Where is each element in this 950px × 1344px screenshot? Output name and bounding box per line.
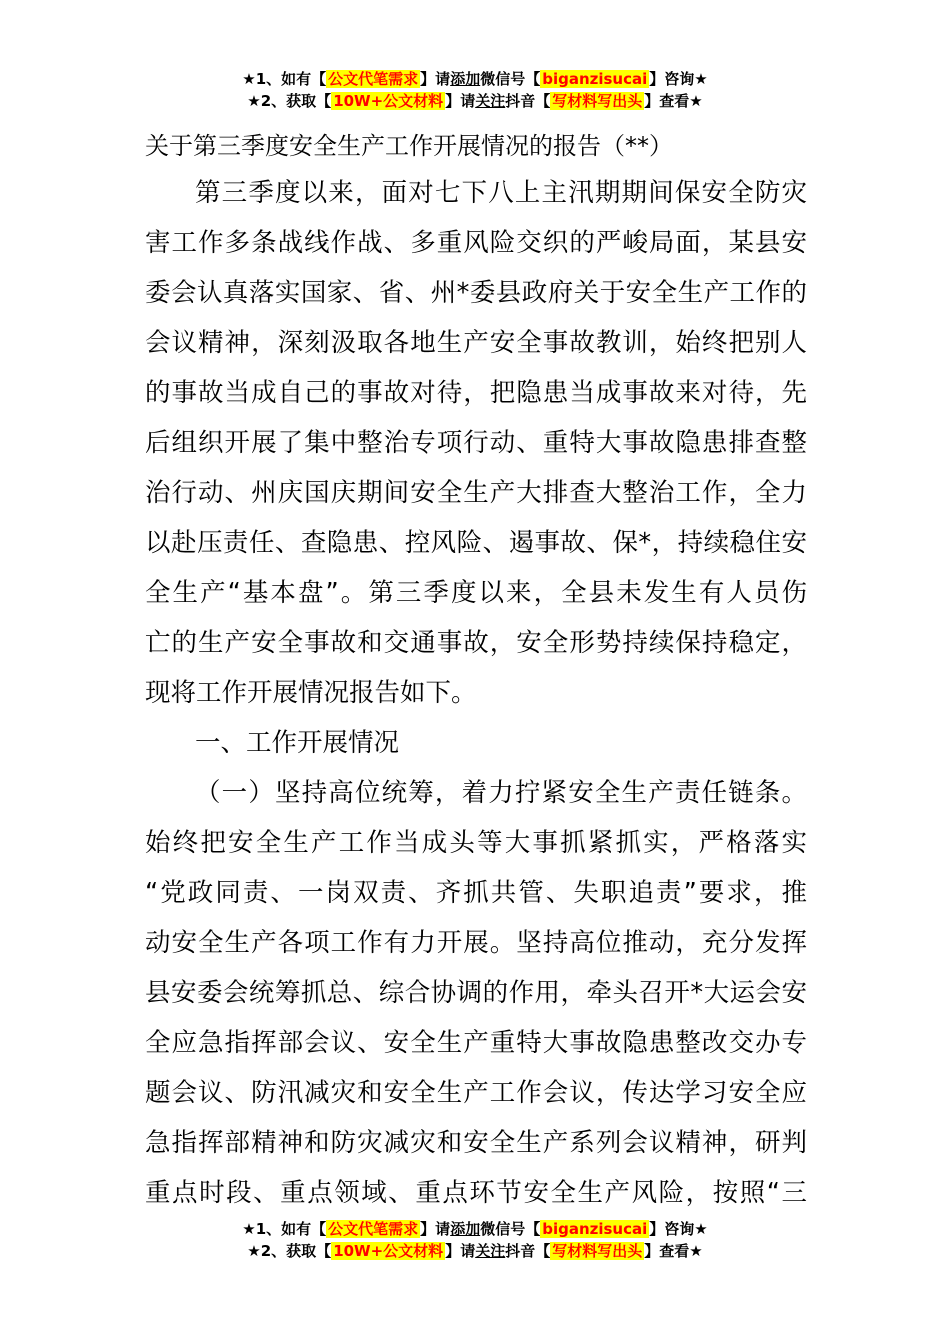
promo-line-2 bbox=[0, 1240, 950, 1262]
body-line: 县安委会统筹抓总、综合协调的作用，牵头召开*大运会安 bbox=[145, 978, 807, 1008]
body-line: 现将工作开展情况报告如下。 bbox=[145, 678, 477, 708]
body-line: 题会议、防汛减灾和安全生产工作会议，传达学习安全应 bbox=[145, 1078, 807, 1108]
promo-highlight: 10W+公文材料 bbox=[333, 1242, 444, 1260]
body-line: 重点时段、重点领域、重点环节安全生产风险，按照“三 bbox=[145, 1178, 807, 1208]
section-heading: 一、工作开展情况 bbox=[195, 728, 400, 758]
promo-highlight: 写材料写出头 bbox=[552, 1242, 643, 1260]
body-line: 以赴压责任、查隐患、控风险、遏事故、保*，持续稳住安 bbox=[145, 528, 807, 558]
document-title: 关于第三季度安全生产工作开展情况的报告（**） bbox=[145, 132, 673, 160]
promo-highlight: 写材料写出头 bbox=[552, 92, 643, 110]
body-line: “党政同责、一岗双责、齐抓共管、失职追责”要求，推 bbox=[145, 878, 807, 908]
promo-highlight: 10W+公文材料 bbox=[333, 92, 444, 110]
promo-text: ★1、如有【 bbox=[242, 1220, 327, 1238]
promo-text: 】咨询★ bbox=[649, 70, 708, 88]
body-line: 全生产“基本盘”。第三季度以来，全县未发生有人员伤 bbox=[145, 578, 807, 608]
body-line: 治行动、州庆国庆期间安全生产大排查大整治工作，全力 bbox=[145, 478, 807, 508]
promo-text: 】请 bbox=[420, 70, 451, 88]
promo-text: 抖音【 bbox=[505, 1242, 551, 1260]
promo-banner-bottom bbox=[0, 1218, 950, 1262]
promo-highlight: biganzisucai bbox=[542, 1220, 648, 1238]
promo-text: 微信号【 bbox=[480, 70, 541, 88]
body-line: 动安全生产各项工作有力开展。坚持高位推动，充分发挥 bbox=[145, 928, 807, 958]
promo-underline: 关注 bbox=[475, 92, 506, 110]
body-line: 会议精神，深刻汲取各地生产安全事故教训，始终把别人 bbox=[145, 328, 807, 358]
promo-text: ★2、获取【 bbox=[247, 92, 332, 110]
promo-text: 】请 bbox=[420, 1220, 451, 1238]
subsection-heading: （一）坚持高位统筹，着力拧紧安全生产责任链条。 bbox=[195, 778, 807, 808]
body-line: 害工作多条战线作战、多重风险交织的严峻局面，某县安 bbox=[145, 228, 807, 258]
promo-underline: 添加 bbox=[450, 70, 481, 88]
promo-text: 抖音【 bbox=[505, 92, 551, 110]
promo-text: 】查看★ bbox=[644, 1242, 703, 1260]
promo-underline: 添加 bbox=[450, 1220, 481, 1238]
body-line: 急指挥部精神和防灾减灾和安全生产系列会议精神，研判 bbox=[145, 1128, 807, 1158]
promo-text: 】请 bbox=[445, 1242, 476, 1260]
promo-text: 】请 bbox=[445, 92, 476, 110]
promo-text: 微信号【 bbox=[480, 1220, 541, 1238]
promo-line-2 bbox=[0, 90, 950, 112]
promo-line-1 bbox=[0, 1218, 950, 1240]
body-line: 的事故当成自己的事故对待，把隐患当成事故来对待，先 bbox=[145, 378, 807, 408]
promo-text: ★1、如有【 bbox=[242, 70, 327, 88]
body-line: 第三季度以来，面对七下八上主汛期期间保安全防灾 bbox=[195, 178, 807, 208]
promo-underline: 关注 bbox=[475, 1242, 506, 1260]
body-line: 后组织开展了集中整治专项行动、重特大事故隐患排查整 bbox=[145, 428, 807, 458]
promo-text: 】咨询★ bbox=[649, 1220, 708, 1238]
body-line: 亡的生产安全事故和交通事故，安全形势持续保持稳定， bbox=[145, 628, 807, 658]
body-line: 始终把安全生产工作当成头等大事抓紧抓实，严格落实 bbox=[145, 828, 807, 858]
promo-text: 】查看★ bbox=[644, 92, 703, 110]
body-line: 全应急指挥部会议、安全生产重特大事故隐患整改交办专 bbox=[145, 1028, 807, 1058]
promo-highlight: 公文代笔需求 bbox=[328, 70, 419, 88]
body-line: 委会认真落实国家、省、州*委县政府关于安全生产工作的 bbox=[145, 278, 807, 308]
promo-line-1 bbox=[0, 68, 950, 90]
promo-text: ★2、获取【 bbox=[247, 1242, 332, 1260]
promo-highlight: 公文代笔需求 bbox=[328, 1220, 419, 1238]
promo-highlight: biganzisucai bbox=[542, 70, 648, 88]
promo-banner-top bbox=[0, 68, 950, 112]
